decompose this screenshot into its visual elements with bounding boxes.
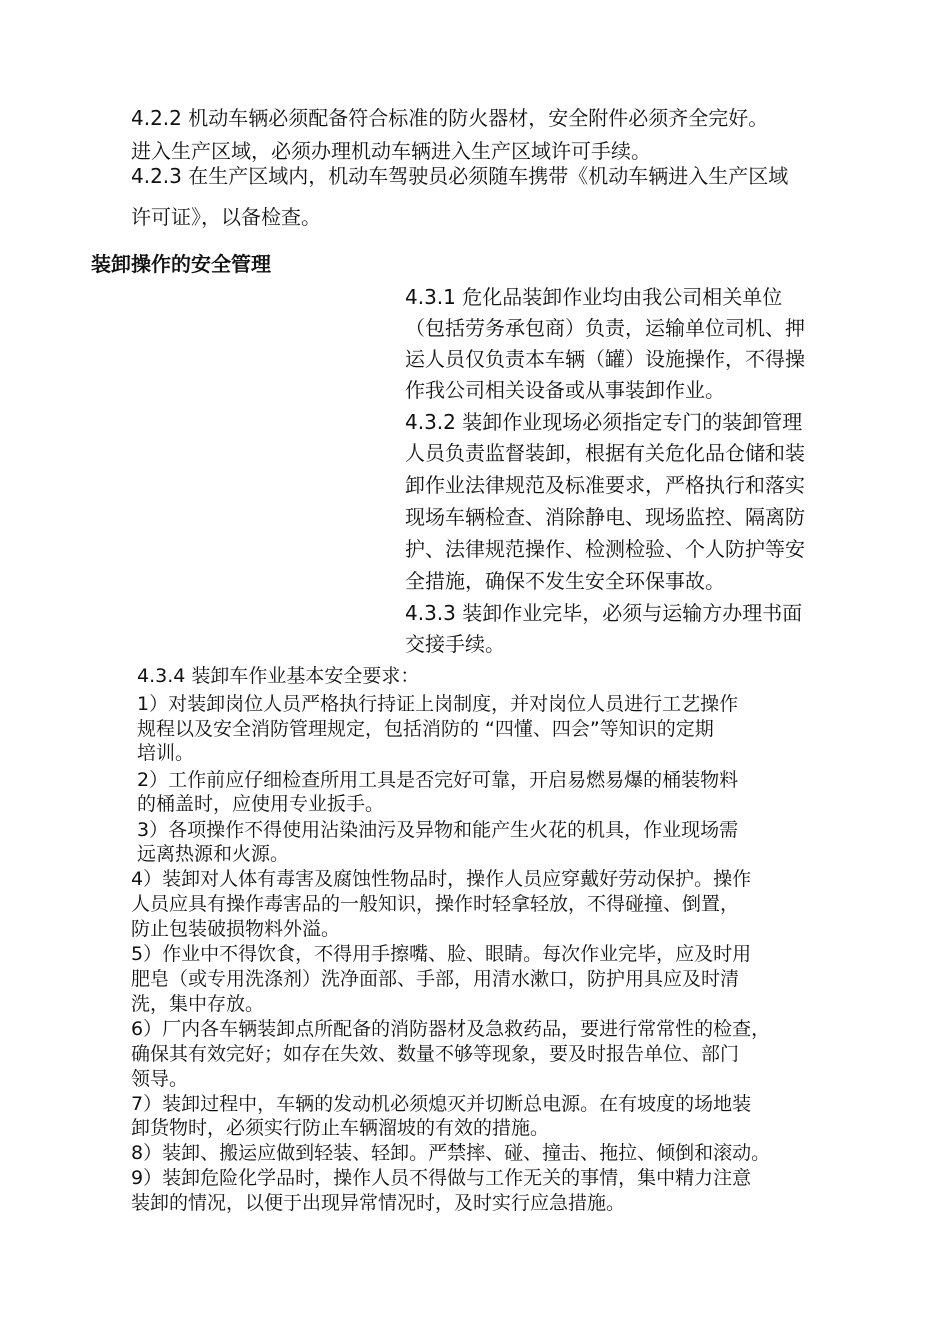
requirement-7-line-2: 卸货物时，必须实行防止车辆溜坡的有效的措施。: [131, 1117, 550, 1139]
requirement-5-line-3: 洗，集中存放。: [131, 993, 265, 1015]
requirement-1-line-2: 规程以及安全消防管理规定，包括消防的 “四懂、四会”等知识的定期: [137, 718, 714, 740]
para-4-2-2-line-2: 进入生产区域，必须办理机动车辆进入生产区域许可手续。: [131, 139, 651, 163]
para-4-3-2-line-6: 全措施，确保不发生安全环保事故。: [405, 569, 725, 593]
para-4-3-2-line-3: 卸作业法律规范及标准要求，严格执行和落实: [405, 473, 805, 497]
para-4-3-3-line-2: 交接手续。: [405, 632, 505, 656]
requirement-4-line-1: 4）装卸对人体有毒害及腐蚀性物品时，操作人员应穿戴好劳动保护。操作: [131, 868, 752, 890]
para-4-3-2-line-2: 人员负责监督装卸，根据有关危化品仓储和装: [405, 441, 805, 465]
requirement-7-line-1: 7）装卸过程中，车辆的发动机必须熄灭并切断总电源。在有坡度的场地装: [131, 1093, 752, 1115]
requirement-1-line-1: 1）对装卸岗位人员严格执行持证上岗制度，并对岗位人员进行工艺操作: [137, 693, 739, 715]
para-4-3-1-line-4: 作我公司相关设备或从事装卸作业。: [405, 378, 725, 402]
para-4-3-2-line-4: 现场车辆检查、消除静电、现场监控、隔离防: [405, 505, 805, 529]
para-4-3-4-title: 4.3.4 装卸车作业基本安全要求：: [137, 665, 420, 687]
requirement-8-line-1: 8）装卸、搬运应做到轻装、轻卸。严禁摔、碰、撞击、拖拉、倾倒和滚动。: [131, 1142, 771, 1164]
requirement-3-line-1: 3）各项操作不得使用沾染油污及异物和能产生火花的机具，作业现场需: [137, 819, 739, 841]
para-4-3-2-line-5: 护、法律规范操作、检测检验、个人防护等安: [405, 537, 805, 561]
para-4-3-1-line-1: 4.3.1 危化品装卸作业均由我公司相关单位: [405, 285, 783, 309]
para-4-3-1-line-3: 运人员仅负责本车辆（罐）设施操作，不得操: [405, 347, 805, 371]
para-4-2-2-line-1: 4.2.2 机动车辆必须配备符合标准的防火器材，安全附件必须齐全完好。: [131, 106, 769, 130]
requirement-2-line-1: 2）工作前应仔细检查所用工具是否完好可靠，开启易燃易爆的桶装物料: [137, 769, 739, 791]
requirement-9-line-2: 装卸的情况，以便于出现异常情况时，及时实行应急措施。: [131, 1192, 626, 1214]
para-4-3-2-line-1: 4.3.2 装卸作业现场必须指定专门的装卸管理: [405, 410, 803, 434]
para-4-3-1-line-2: （包括劳务承包商）负责，运输单位司机、押: [405, 316, 805, 340]
requirement-1-line-3: 培训。: [137, 742, 195, 764]
requirement-4-line-2: 人员应具有操作毒害品的一般知识，操作时轻拿轻放，不得碰撞、倒置，: [131, 893, 740, 915]
para-4-2-3-line-2: 许可证》，以备检查。: [131, 205, 321, 229]
requirement-6-line-3: 领导。: [131, 1068, 189, 1090]
para-4-2-3-line-1: 4.2.3 在生产区域内，机动车驾驶员必须随车携带《机动车辆进入生产区域: [131, 164, 789, 188]
section-heading: 装卸操作的安全管理: [91, 252, 271, 276]
requirement-3-line-2: 远离热源和火源。: [137, 843, 290, 865]
requirement-5-line-2: 肥皂（或专用洗涤剂）洗净面部、手部，用清水漱口，防护用具应及时清: [131, 968, 740, 990]
requirement-4-line-3: 防止包装破损物料外溢。: [131, 918, 341, 940]
requirement-6-line-2: 确保其有效完好；如存在失效、数量不够等现象，要及时报告单位、部门: [131, 1043, 740, 1065]
para-4-3-3-line-1: 4.3.3 装卸作业完毕，必须与运输方办理书面: [405, 601, 803, 625]
requirement-2-line-2: 的桶盖时，应使用专业扳手。: [137, 793, 385, 815]
requirement-6-line-1: 6）厂内各车辆装卸点所配备的消防器材及急救药品，要进行常常性的检查，: [131, 1018, 771, 1040]
requirement-9-line-1: 9）装卸危险化学品时，操作人员不得做与工作无关的事情，集中精力注意: [131, 1167, 752, 1189]
requirement-5-line-1: 5）作业中不得饮食，不得用手擦嘴、脸、眼睛。每次作业完毕，应及时用: [131, 943, 752, 965]
